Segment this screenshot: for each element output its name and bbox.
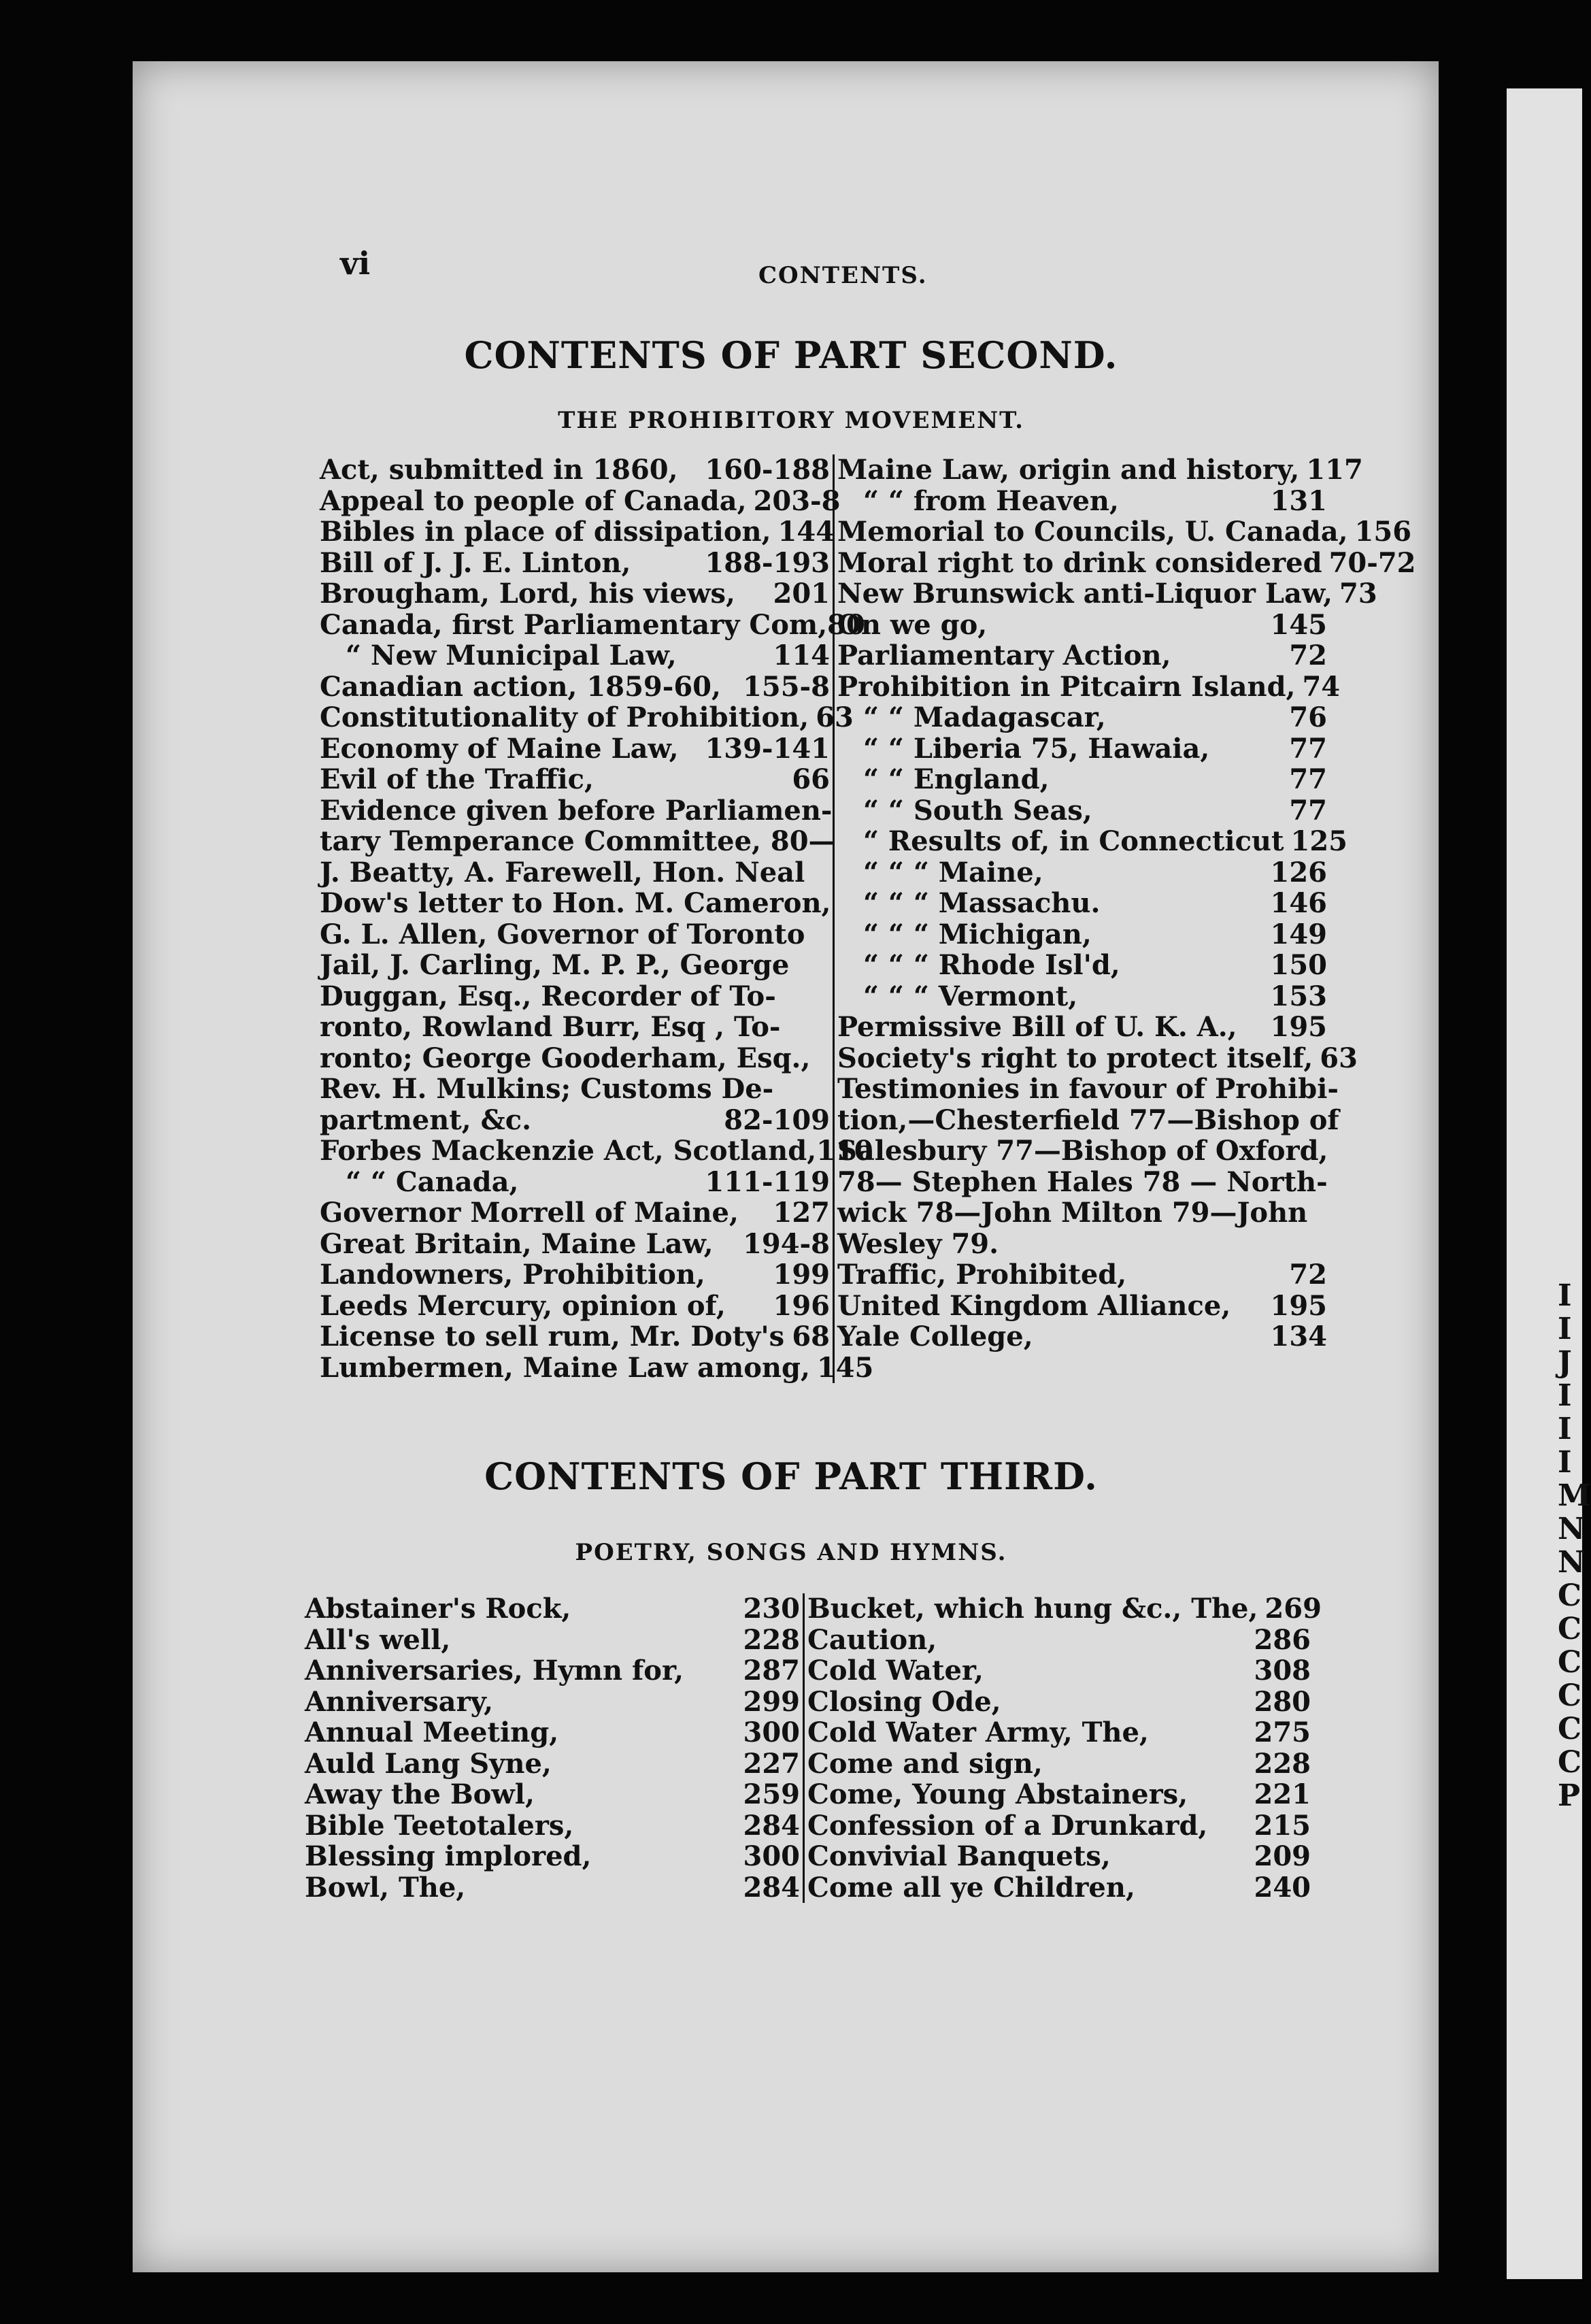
- entry-page: [823, 950, 830, 981]
- index-entry: [837, 640, 1327, 671]
- entry-page: 73: [1339, 578, 1377, 610]
- entry-page: 308: [1254, 1655, 1311, 1687]
- part-third-left-column: [305, 1593, 805, 1903]
- index-entry: [320, 950, 830, 981]
- entry-page: 284: [743, 1809, 800, 1842]
- index-entry: [837, 1259, 1327, 1291]
- adjacent-page-letter: C: [1558, 1712, 1582, 1746]
- index-entry: [320, 484, 841, 517]
- index-entry: [320, 640, 830, 671]
- entry-title: Closing Ode,: [807, 1685, 1001, 1718]
- entry-page: 280: [1254, 1685, 1311, 1718]
- index-entry: [807, 1593, 1322, 1625]
- entry-title: J. Beatty, A. Farewell, Hon. Neal: [320, 856, 805, 889]
- entry-page: 199: [773, 1259, 830, 1291]
- entry-page: [823, 1043, 830, 1074]
- index-entry: [320, 733, 830, 765]
- index-entry: [837, 516, 1412, 548]
- index-entry: [320, 825, 836, 857]
- index-entry: [837, 764, 1327, 795]
- index-entry: [837, 1229, 1327, 1260]
- entry-title: Annual Meeting,: [305, 1716, 559, 1748]
- entry-page: 145: [1270, 608, 1327, 641]
- index-entry: [305, 1687, 800, 1718]
- entry-title: Parliamentary Action,: [837, 640, 1171, 671]
- entry-title: “ “ from Heaven,: [863, 484, 1119, 517]
- entry-page: 153: [1270, 980, 1327, 1012]
- entry-page: 269: [1265, 1593, 1322, 1625]
- entry-title: Memorial to Councils, U. Canada,: [837, 516, 1348, 548]
- entry-page: 139-141: [705, 732, 830, 765]
- entry-page: 160-188: [705, 454, 830, 486]
- entry-page: 63: [1320, 1042, 1358, 1074]
- entry-page: [823, 1012, 830, 1043]
- adjacent-page-letter: C: [1558, 1578, 1582, 1613]
- index-entry: [320, 981, 830, 1012]
- entry-page: 300: [743, 1840, 800, 1872]
- entry-title: Leeds Mercury, opinion of,: [320, 1289, 726, 1322]
- index-entry: [305, 1841, 800, 1872]
- index-entry: [305, 1872, 800, 1904]
- entry-page: 114: [773, 640, 830, 671]
- entry-title: Economy of Maine Law,: [320, 732, 679, 765]
- entry-title: Bible Teetotalers,: [305, 1809, 574, 1842]
- index-entry: [320, 1043, 830, 1074]
- index-entry: [320, 701, 854, 733]
- entry-title: Lumbermen, Maine Law among,: [320, 1351, 810, 1384]
- entry-title: Evidence given before Parliamen-: [320, 794, 833, 827]
- entry-title: partment, &c.: [320, 1103, 532, 1136]
- index-entry: [320, 1012, 830, 1043]
- entry-title: G. L. Allen, Governor of Toronto: [320, 918, 805, 950]
- entry-title: Forbes Mackenzie Act, Scotland,110: [320, 1135, 873, 1167]
- entry-page: 287: [743, 1655, 800, 1687]
- entry-title: Constitutionality of Prohibition,: [320, 701, 809, 733]
- index-entry: [320, 919, 830, 950]
- entry-page: 146: [1270, 887, 1327, 919]
- index-entry: [320, 1291, 830, 1322]
- index-entry: [837, 1197, 1327, 1229]
- entry-page: 300: [743, 1716, 800, 1748]
- entry-title: Governor Morrell of Maine,: [320, 1197, 739, 1229]
- index-entry: [320, 1259, 830, 1291]
- entry-page: [823, 981, 830, 1012]
- adjacent-page-letter: I: [1558, 1412, 1572, 1446]
- index-entry: [807, 1841, 1311, 1872]
- entry-page: 77: [1289, 763, 1327, 795]
- index-entry: [305, 1810, 800, 1842]
- entry-title: Come and sign,: [807, 1747, 1043, 1780]
- entry-title: “ “ “ Vermont,: [863, 980, 1078, 1012]
- entry-title: Prohibition in Pitcairn Island,: [837, 670, 1296, 703]
- part-third-index: [305, 1593, 1322, 1904]
- index-entry: [320, 1105, 830, 1136]
- adjacent-page-letter: N: [1558, 1545, 1586, 1580]
- entry-page: 227: [743, 1747, 800, 1780]
- entry-page: 196: [773, 1289, 830, 1322]
- entry-title: Appeal to people of Canada,: [320, 484, 747, 517]
- part-second-section-title: THE PROHIBITORY MOVEMENT.: [558, 407, 1024, 434]
- adjacent-page-letter: C: [1558, 1678, 1582, 1713]
- adjacent-page-letter: I: [1558, 1445, 1572, 1480]
- entry-page: [823, 857, 830, 889]
- entry-page: 275: [1254, 1716, 1311, 1748]
- entry-title: Permissive Bill of U. K. A.,: [837, 1011, 1237, 1043]
- adjacent-page-letter: P: [1558, 1778, 1581, 1813]
- entry-title: United Kingdom Alliance,: [837, 1289, 1231, 1322]
- index-entry: [837, 825, 1347, 857]
- index-entry: [807, 1748, 1311, 1780]
- entry-page: 134: [1270, 1321, 1327, 1352]
- entry-title: “ Results of, in Connecticut: [863, 825, 1284, 857]
- index-entry: [807, 1810, 1311, 1842]
- entry-title: “ “ “ Michigan,: [863, 918, 1092, 950]
- entry-title: “ “ “ Rhode Isl'd,: [863, 949, 1120, 981]
- entry-page: [1320, 1229, 1327, 1260]
- adjacent-page-letter: J: [1558, 1345, 1572, 1380]
- entry-title: Rev. H. Mulkins; Customs De-: [320, 1073, 774, 1105]
- entry-page: 68: [792, 1321, 830, 1352]
- entry-page: 259: [743, 1778, 800, 1810]
- index-entry: [807, 1872, 1311, 1904]
- entry-title: “ “ Canada,: [346, 1165, 519, 1198]
- entry-page: 76: [1289, 701, 1327, 733]
- index-entry: [320, 857, 830, 889]
- entry-page: [1328, 1167, 1335, 1198]
- entry-title: Jail, J. Carling, M. P. P., George: [320, 949, 790, 981]
- entry-page: [823, 1074, 830, 1105]
- entry-title: Salesbury 77—Bishop of Oxford,: [837, 1135, 1328, 1167]
- entry-page: 131: [1270, 484, 1327, 517]
- adjacent-page-letter: I: [1558, 1278, 1572, 1313]
- entry-title: Act, submitted in 1860,: [320, 454, 678, 486]
- entry-page: 126: [1270, 856, 1327, 889]
- adjacent-page-letter: M: [1558, 1478, 1591, 1513]
- entry-page: [1328, 1135, 1335, 1167]
- entry-title: wick 78—John Milton 79—John: [837, 1197, 1308, 1229]
- part-third-section-title: POETRY, SONGS AND HYMNS.: [575, 1539, 1007, 1566]
- index-entry: [837, 981, 1327, 1012]
- index-entry: [837, 1167, 1327, 1198]
- page-number: vi: [340, 245, 371, 282]
- entry-title: “ “ “ Massachu.: [863, 887, 1101, 919]
- index-entry: [837, 1012, 1327, 1043]
- entry-page: 111-119: [705, 1165, 830, 1198]
- entry-title: Evil of the Traffic,: [320, 763, 594, 795]
- part-second-title: CONTENTS OF PART SECOND.: [464, 333, 1118, 377]
- index-entry: [837, 670, 1341, 703]
- index-entry: [837, 702, 1327, 733]
- entry-title: tion,—Chesterfield 77—Bishop of: [837, 1103, 1339, 1136]
- entry-title: Moral right to drink considered: [837, 546, 1322, 579]
- entry-page: 284: [743, 1871, 800, 1904]
- index-entry: [320, 888, 830, 919]
- entry-title: Come all ye Children,: [807, 1871, 1135, 1904]
- index-entry: [807, 1625, 1311, 1656]
- index-entry: [320, 794, 833, 827]
- entry-title: “ “ “ Maine,: [863, 856, 1043, 889]
- entry-page: 127: [773, 1197, 830, 1229]
- entry-title: 78— Stephen Hales 78 — North-: [837, 1165, 1328, 1198]
- part-second-index: [320, 454, 1416, 1384]
- entry-title: Bibles in place of dissipation,: [320, 516, 771, 548]
- index-entry: [837, 795, 1327, 827]
- entry-title: Canadian action, 1859-60,: [320, 670, 721, 703]
- adjacent-page-letter: I: [1558, 1378, 1572, 1413]
- index-entry: [837, 888, 1327, 919]
- entry-title: Convivial Banquets,: [807, 1840, 1111, 1872]
- adjacent-page-letter: C: [1558, 1745, 1582, 1780]
- entry-title: On we go,: [837, 608, 988, 641]
- entry-page: 149: [1270, 918, 1327, 950]
- entry-page: [1339, 1074, 1345, 1105]
- part-third-title: CONTENTS OF PART THIRD.: [484, 1455, 1098, 1498]
- entry-title: Canada, first Parliamentary Com,80: [320, 608, 865, 641]
- running-head: CONTENTS.: [758, 262, 928, 289]
- entry-title: Wesley 79.: [837, 1227, 999, 1260]
- index-entry: [837, 454, 1363, 486]
- entry-title: Dow's letter to Hon. M. Cameron,: [320, 887, 831, 919]
- index-entry: [837, 919, 1327, 950]
- index-entry: [837, 578, 1377, 610]
- entry-title: Great Britain, Maine Law,: [320, 1227, 714, 1260]
- adjacent-page-letter: I: [1558, 1312, 1572, 1346]
- entry-title: Confession of a Drunkard,: [807, 1809, 1208, 1842]
- entry-title: Bucket, which hung &c., The,: [807, 1593, 1258, 1625]
- entry-page: 201: [773, 578, 830, 610]
- entry-page: 77: [1289, 794, 1327, 827]
- entry-page: 70-72: [1328, 546, 1416, 579]
- index-entry: [305, 1655, 800, 1687]
- entry-page: 209: [1254, 1840, 1311, 1872]
- entry-page: 156: [1354, 516, 1412, 548]
- index-entry: [837, 1103, 1339, 1136]
- entry-page: 77: [1289, 732, 1327, 765]
- entry-page: 188-193: [705, 546, 830, 579]
- entry-page: 72: [1289, 640, 1327, 671]
- index-entry: [807, 1717, 1311, 1748]
- index-entry: [837, 1321, 1327, 1352]
- adjacent-page-letter: C: [1558, 1612, 1582, 1646]
- entry-page: 66: [792, 763, 830, 795]
- entry-page: 82-109: [724, 1103, 830, 1136]
- index-entry: [837, 733, 1327, 765]
- index-entry: [305, 1593, 800, 1625]
- entry-title: Cold Water Army, The,: [807, 1716, 1149, 1748]
- entry-page: [823, 919, 830, 950]
- entry-title: Abstainer's Rock,: [305, 1593, 571, 1625]
- entry-title: Anniversary,: [305, 1685, 494, 1718]
- entry-title: License to sell rum, Mr. Doty's: [320, 1321, 785, 1352]
- entry-title: Testimonies in favour of Prohibi-: [837, 1073, 1339, 1105]
- entry-title: All's well,: [305, 1623, 451, 1656]
- entry-title: “ New Municipal Law,: [346, 640, 677, 671]
- index-entry: [320, 764, 830, 795]
- index-entry: [807, 1687, 1311, 1718]
- entry-page: 145: [816, 1351, 874, 1384]
- index-entry: [320, 1229, 830, 1260]
- index-entry: [320, 1167, 830, 1198]
- entry-page: 203-8: [753, 484, 841, 517]
- index-entry: [837, 1042, 1358, 1074]
- entry-title: Bill of J. J. E. Linton,: [320, 546, 631, 579]
- entry-title: “ “ South Seas,: [863, 794, 1092, 827]
- entry-page: 150: [1270, 949, 1327, 981]
- entry-title: tary Temperance Committee, 80—: [320, 825, 836, 857]
- entry-page: 215: [1254, 1809, 1311, 1842]
- adjacent-page-letter: N: [1558, 1512, 1586, 1546]
- entry-title: Auld Lang Syne,: [305, 1747, 552, 1780]
- index-entry: [837, 610, 1327, 641]
- index-entry: [837, 1073, 1339, 1105]
- index-entry: [320, 578, 830, 610]
- part-third-right-column: [805, 1593, 1322, 1904]
- index-entry: [837, 486, 1327, 517]
- entry-page: 63: [816, 701, 854, 733]
- entry-title: Society's right to protect itself,: [837, 1042, 1313, 1074]
- entry-page: 286: [1254, 1623, 1311, 1656]
- entry-page: 74: [1302, 670, 1341, 703]
- index-entry: [305, 1779, 800, 1810]
- entry-title: Duggan, Esq., Recorder of To-: [320, 980, 776, 1012]
- entry-page: 194-8: [743, 1227, 830, 1260]
- entry-title: Maine Law, origin and history,: [837, 454, 1300, 486]
- entry-page: 195: [1270, 1011, 1327, 1043]
- entry-page: 144: [777, 516, 835, 548]
- index-entry: [320, 1321, 830, 1352]
- entry-page: 240: [1254, 1871, 1311, 1904]
- index-entry: [837, 546, 1416, 579]
- index-entry: [837, 1135, 1327, 1167]
- entry-title: “ “ Liberia 75, Hawaia,: [863, 732, 1210, 765]
- entry-page: 72: [1289, 1259, 1327, 1291]
- entry-title: Anniversaries, Hymn for,: [305, 1655, 684, 1687]
- entry-page: 299: [743, 1685, 800, 1718]
- entry-page: 228: [743, 1623, 800, 1656]
- entry-title: “ “ England,: [863, 763, 1050, 795]
- entry-title: Bowl, The,: [305, 1871, 466, 1904]
- entry-page: 228: [1254, 1747, 1311, 1780]
- index-entry: [320, 1351, 874, 1384]
- entry-title: Away the Bowl,: [305, 1778, 535, 1810]
- index-entry: [320, 1197, 830, 1229]
- part-second-left-column: [320, 454, 874, 1384]
- entry-page: [1320, 1197, 1327, 1229]
- entry-title: ronto, Rowland Burr, Esq , To-: [320, 1011, 781, 1043]
- index-entry: [837, 1291, 1327, 1322]
- entry-title: Traffic, Prohibited,: [837, 1259, 1127, 1291]
- index-entry: [320, 516, 835, 548]
- entry-page: 155-8: [743, 670, 830, 703]
- entry-page: 230: [743, 1593, 800, 1625]
- index-entry: [807, 1655, 1311, 1687]
- index-entry: [320, 1074, 830, 1105]
- entry-title: ronto; George Gooderham, Esq.,: [320, 1042, 811, 1074]
- index-entry: [837, 950, 1327, 981]
- entry-title: Come, Young Abstainers,: [807, 1778, 1188, 1810]
- entry-title: Cold Water,: [807, 1655, 984, 1687]
- entry-title: “ “ Madagascar,: [863, 701, 1106, 733]
- entry-title: Caution,: [807, 1623, 937, 1656]
- index-entry: [305, 1717, 800, 1748]
- index-entry: [320, 548, 830, 579]
- entry-page: 117: [1306, 454, 1363, 486]
- part-second-right-column: [835, 454, 1416, 1383]
- entry-title: New Brunswick anti-Liquor Law,: [837, 578, 1333, 610]
- adjacent-page-letter: C: [1558, 1645, 1582, 1680]
- entry-title: Landowners, Prohibition,: [320, 1259, 705, 1291]
- entry-title: Yale College,: [837, 1321, 1033, 1352]
- entry-page: 195: [1270, 1289, 1327, 1322]
- entry-page: 125: [1290, 825, 1347, 857]
- index-entry: [807, 1779, 1311, 1810]
- entry-page: [1339, 1105, 1346, 1136]
- entry-page: 221: [1254, 1778, 1311, 1810]
- entry-title: Blessing implored,: [305, 1840, 592, 1872]
- entry-title: Brougham, Lord, his views,: [320, 578, 735, 610]
- index-entry: [320, 1135, 873, 1167]
- index-entry: [305, 1748, 800, 1780]
- index-entry: [305, 1625, 800, 1656]
- index-entry: [837, 857, 1327, 889]
- index-entry: [320, 608, 865, 641]
- index-entry: [320, 671, 830, 703]
- index-entry: [320, 454, 830, 486]
